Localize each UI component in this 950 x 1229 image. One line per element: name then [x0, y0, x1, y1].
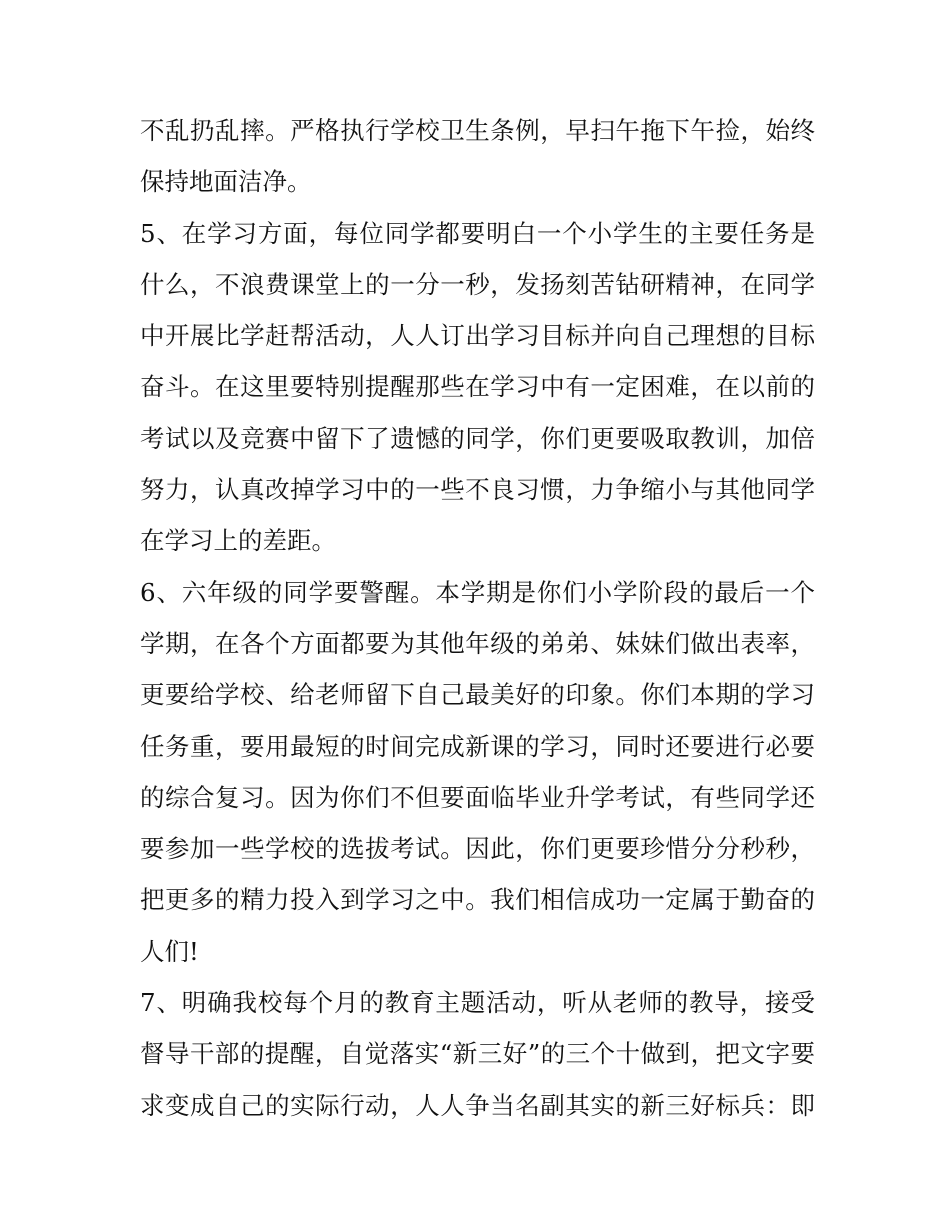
text-line: 任务重，要用最短的时间完成新课的学习，同时还要进行必要: [140, 731, 815, 761]
text-line: 的综合复习。因为你们不但要面临毕业升学考试，有些同学还: [140, 782, 815, 812]
text-line: 在学习上的差距。: [140, 526, 336, 556]
text-line: 学期，在各个方面都要为其他年级的弟弟、妹妹们做出表率，: [140, 628, 815, 658]
text-line: 人们!: [140, 936, 199, 966]
text-line: 求变成自己的实际行动，人人争当名副其实的新三好标兵：即: [140, 1090, 815, 1120]
text-line: 保持地面洁净。: [140, 167, 312, 197]
text-line: 5、在学习方面，每位同学都要明白一个小学生的主要任务是: [140, 218, 815, 248]
text-line: 更要给学校、给老师留下自己最美好的印象。你们本期的学习: [140, 680, 815, 710]
text-line: 7、明确我校每个月的教育主题活动，听从老师的教导，接受: [140, 988, 815, 1018]
text-line: 督导干部的提醒，自觉落实“新三好”的三个十做到，把文字要: [140, 1039, 815, 1069]
text-line: 什么，不浪费课堂上的一分一秒，发扬刻苦钻研精神，在同学: [140, 269, 815, 299]
document-body: [140, 105, 815, 1131]
text-line: 奋斗。在这里要特别提醒那些在学习中有一定困难，在以前的: [140, 372, 815, 402]
text-line: 把更多的精力投入到学习之中。我们相信成功一定属于勤奋的: [140, 885, 815, 915]
text-line: 要参加一些学校的选拔考试。因此，你们更要珍惜分分秒秒，: [140, 834, 815, 864]
text-line: 考试以及竞赛中留下了遗憾的同学，你们更要吸取教训，加倍: [140, 423, 815, 453]
text-line: 中开展比学赶帮活动，人人订出学习目标并向自己理想的目标: [140, 321, 815, 351]
text-line: 6、六年级的同学要警醒。本学期是你们小学阶段的最后一个: [140, 577, 815, 607]
text-line: 不乱扔乱摔。严格执行学校卫生条例，早扫午拖下午捡，始终: [140, 116, 815, 145]
text-line: 努力，认真改掉学习中的一些不良习惯，力争缩小与其他同学: [140, 475, 815, 505]
